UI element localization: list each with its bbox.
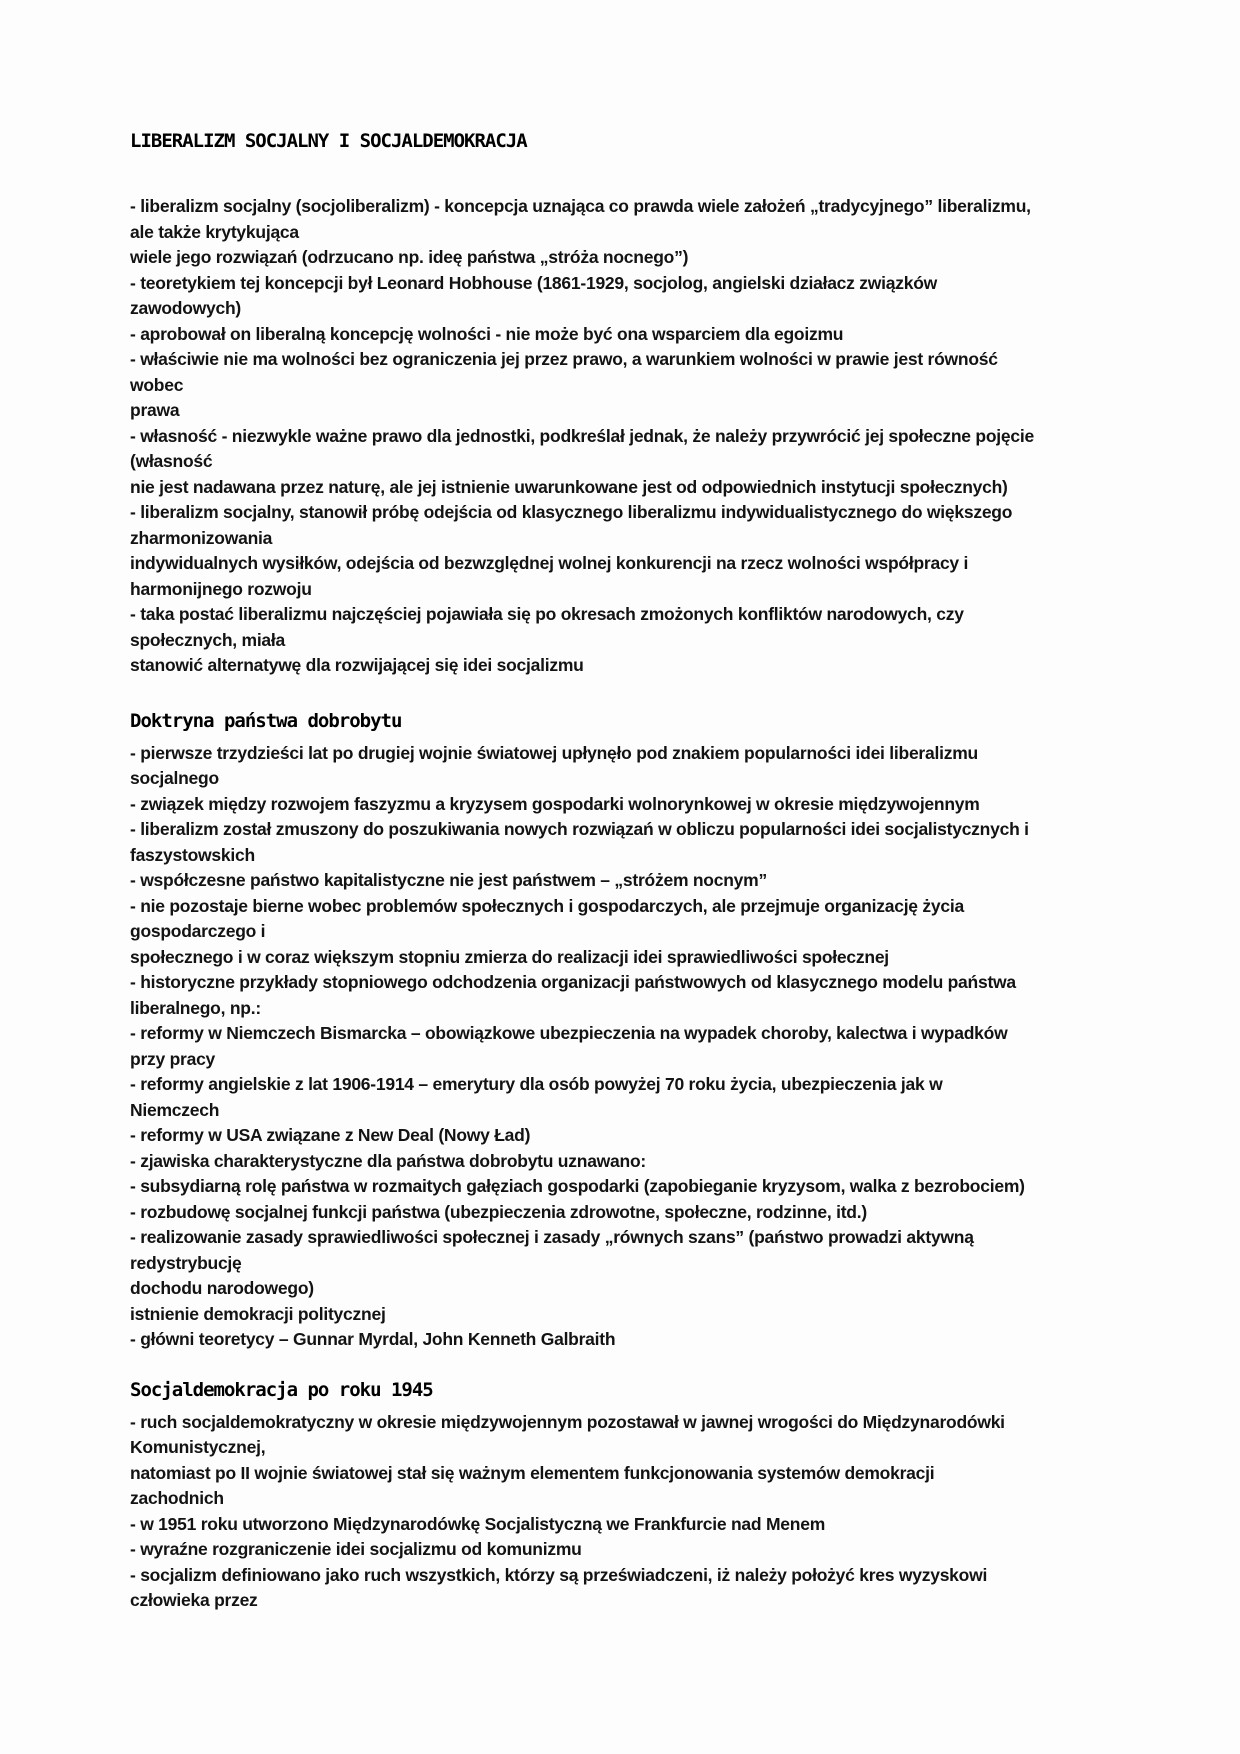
section-body-liberalizm-socjalny (130, 194, 1120, 679)
text-line: natomiast po II wojnie światowej stał się ważnym elementem funkcjonowania systemów demokracji (130, 1462, 935, 1483)
section-heading-socjaldemokracja-po-1945: Socjaldemokracja po roku 1945 (130, 1378, 433, 1401)
text-line: - historyczne przykłady stopniowego odchodzenia organizacji państwowych od klasycznego modelu państwa (130, 972, 1016, 992)
text-line: zachodnich (130, 1488, 224, 1508)
text-line: - właściwie nie ma wolności bez ograniczenia jej przez prawo, a warunkiem wolności w prawie jest równość (130, 349, 998, 369)
text-line: - liberalizm socjalny (socjoliberalizm) - koncepcja uznająca co prawda wiele założeń „tradycyjnego” liberalizmu, (130, 196, 1031, 216)
text-line: - socjalizm definiowano jako ruch wszystkich, którzy są przeświadczeni, iż należy położyć kres wyzyskowi (130, 1564, 988, 1585)
text-line: - reformy angielskie z lat 1906-1914 – emerytury dla osób powyżej 70 roku życia, ubezpieczenia jak w (130, 1074, 943, 1094)
text-line: - współczesne państwo kapitalistyczne nie jest państwem – „stróżem nocnym” (130, 870, 767, 890)
section-heading-doktryna-panstwa-dobrobytu: Doktryna państwa dobrobytu (130, 709, 402, 732)
text-line: liberalnego, np.: (130, 997, 261, 1018)
section-socjaldemokracja-po-1945 (130, 1379, 1120, 1614)
text-line: ale także krytykująca (130, 221, 299, 242)
text-line: Komunistycznej, (130, 1437, 266, 1457)
document-title: LIBERALIZM SOCJALNY I SOCJALDEMOKRACJA (130, 130, 527, 152)
text-line: - subsydiarną rolę państwa w rozmaitych gałęziach gospodarki (zapobieganie kryzysom, walka z bezrobociem) (130, 1176, 1025, 1196)
text-line: nie jest nadawana przez naturę, ale jej istnienie uwarunkowane jest od odpowiednich instytucji społecznych) (130, 476, 1008, 497)
text-line: prawa (130, 400, 180, 420)
section-doktryna-panstwa-dobrobytu (130, 710, 1120, 1353)
text-line: - zjawiska charakterystyczne dla państwa dobrobytu uznawano: (130, 1150, 646, 1171)
text-line: Niemczech (130, 1099, 220, 1120)
text-line: - w 1951 roku utworzono Międzynarodówkę Socjalistyczną we Frankfurcie nad Menem (130, 1513, 826, 1534)
text-line: - główni teoretycy – Gunnar Myrdal, John Kenneth Galbraith (130, 1329, 616, 1349)
text-line: - własność - niezwykle ważne prawo dla jednostki, podkreślał jednak, że należy przywrócić jej społeczne pojęcie (130, 425, 1034, 446)
text-line: - aprobował on liberalną koncepcję wolności - nie może być ona wsparciem dla egoizmu (130, 323, 844, 344)
text-line: społecznych, miała (130, 629, 286, 650)
text-line: istnienie demokracji politycznej (130, 1303, 386, 1324)
text-line: zharmonizowania (130, 527, 273, 548)
text-line: społecznego i w coraz większym stopniu zmierza do realizacji idei sprawiedliwości społecznej (130, 946, 889, 967)
text-line: - związek między rozwojem faszyzmu a kryzysem gospodarki wolnorynkowej w okresie międzywojennym (130, 793, 980, 814)
text-line: - wyraźne rozgraniczenie idei socjalizmu od komunizmu (130, 1539, 582, 1559)
text-line: - realizowanie zasady sprawiedliwości społecznej i zasady „równych szans” (państwo prowadzi aktywną (130, 1227, 974, 1247)
text-line: wobec (130, 374, 184, 395)
text-line: - reformy w USA związane z New Deal (Nowy Ład) (130, 1125, 531, 1145)
text-line: - rozbudowę socjalnej funkcji państwa (ubezpieczenia zdrowotne, społeczne, rodzinne, itd.) (130, 1201, 867, 1222)
text-line: człowieka przez (130, 1590, 258, 1610)
text-line: socjalnego (130, 768, 219, 788)
text-line: gospodarczego i (130, 921, 266, 941)
text-line: - taka postać liberalizmu najczęściej pojawiała się po okresach zmożonych konfliktów narodowych, czy (130, 604, 964, 624)
section-body-doktryna-panstwa-dobrobytu (130, 741, 1120, 1353)
text-line: faszystowskich (130, 844, 255, 865)
text-line: - nie pozostaje bierne wobec problemów społecznych i gospodarczych, ale przejmuje organizację życia (130, 895, 964, 916)
text-line: - reformy w Niemczech Bismarcka – obowiązkowe ubezpieczenia na wypadek choroby, kalectwa i wypadków (130, 1023, 1008, 1043)
text-line: przy pracy (130, 1048, 216, 1069)
text-line: wiele jego rozwiązań (odrzucano np. ideę państwa „stróża nocnego”) (130, 247, 689, 267)
text-line: harmonijnego rozwoju (130, 578, 312, 599)
text-line: redystrybucję (130, 1252, 242, 1273)
text-line: zawodowych) (130, 298, 242, 318)
section-body-socjaldemokracja-po-1945 (130, 1410, 1120, 1614)
text-line: - liberalizm socjalny, stanowił próbę odejścia od klasycznego liberalizmu indywidualistycznego do większego (130, 502, 1013, 522)
text-line: stanowić alternatywę dla rozwijającej się idei socjalizmu (130, 655, 584, 675)
section-liberalizm-socjalny (130, 194, 1120, 679)
text-line: indywidualnych wysiłków, odejścia od bezwzględnej wolnej konkurencji na rzecz wolności współpracy i (130, 553, 969, 573)
text-line: (własność (130, 451, 213, 471)
text-line: dochodu narodowego) (130, 1278, 314, 1298)
text-line: - ruch socjaldemokratyczny w okresie międzywojennym pozostawał w jawnej wrogości do Międzynarodówki (130, 1411, 1005, 1432)
text-line: - pierwsze trzydzieści lat po drugiej wojnie światowej upłynęło pod znakiem popularności idei liberalizmu (130, 742, 978, 763)
text-line: - teoretykiem tej koncepcji był Leonard Hobhouse (1861-1929, socjolog, angielski działacz związków (130, 272, 938, 293)
text-line: - liberalizm został zmuszony do poszukiwania nowych rozwiązań w obliczu popularności idei socjalistycznych i (130, 819, 1029, 839)
